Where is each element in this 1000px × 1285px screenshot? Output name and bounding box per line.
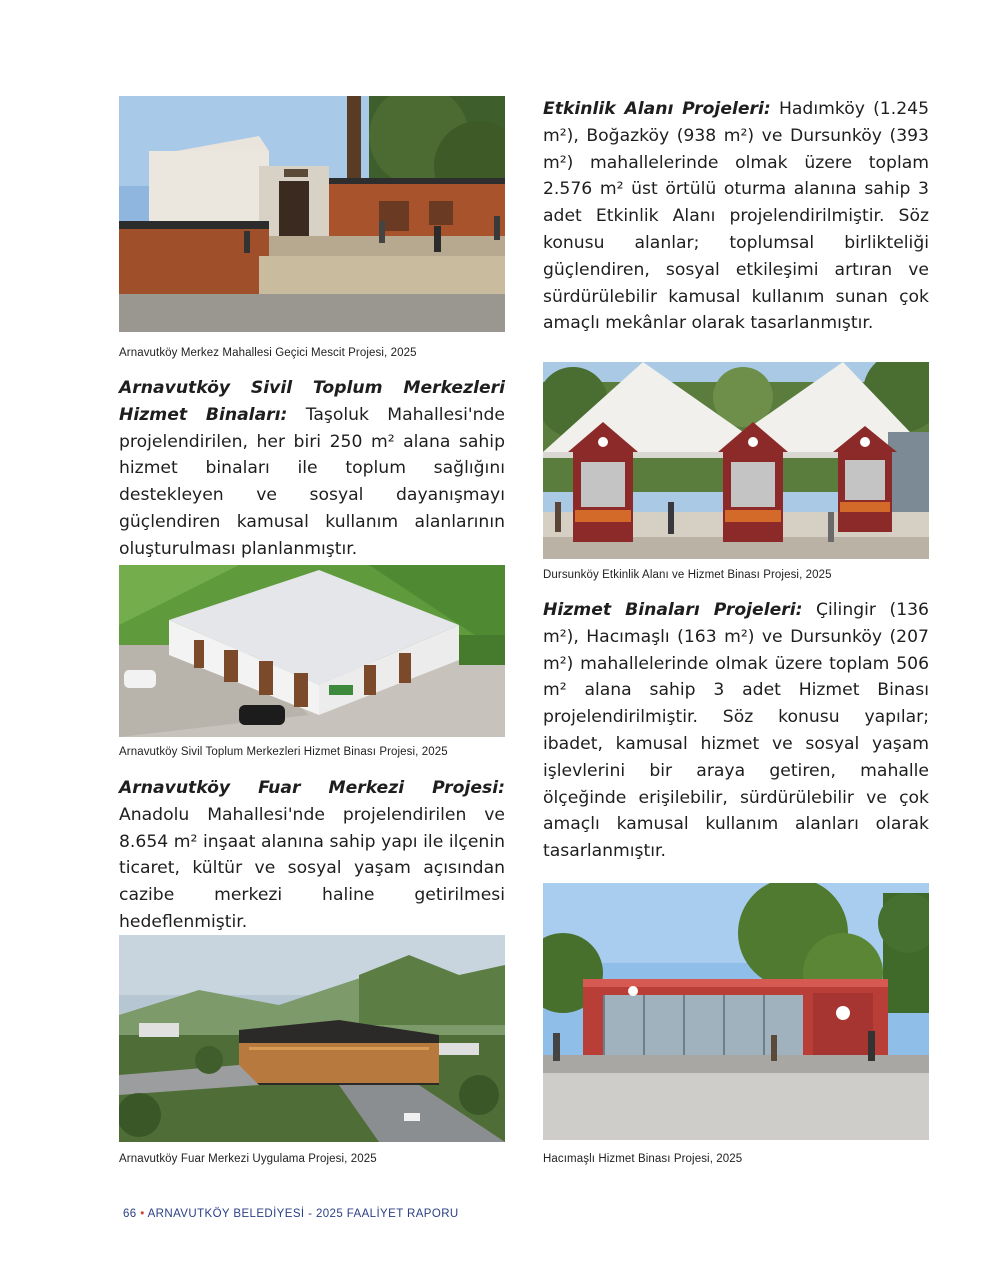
etkinlik-body: Hadımköy (1.245 m²), Boğazköy (938 m²) ve Dursunköy (393 m²) mahallelerinde olmak üzere toplam 2.576 m² üst örtülü oturma alanına sahip 3 adet Etkinlik Alanı projelendirilmiştir. Söz konusu alanlar; toplumsal birlikteliği güçlendiren, sosyal etkileşimi artıran ve sürdürülebilir kamusal kullanım sunan çok amaçlı mekânlar olarak tasarlanmıştır.	[543, 99, 929, 334]
page-footer	[123, 1208, 459, 1220]
etkinlik-caption: Dursunköy Etkinlik Alanı ve Hizmet Binası Projesi, 2025	[543, 569, 832, 581]
stk-caption: Arnavutköy Sivil Toplum Merkezleri Hizmet Binası Projesi, 2025	[119, 746, 448, 758]
stk-building-render-image	[119, 565, 505, 737]
fuar-render-image	[119, 935, 505, 1142]
fuar-caption: Arnavutköy Fuar Merkezi Uygulama Projesi, 2025	[119, 1153, 377, 1165]
footer-report: 2025 FAALİYET RAPORU	[315, 1208, 459, 1220]
footer-org: ARNAVUTKÖY BELEDİYESİ	[147, 1208, 305, 1220]
hizmet-heading: Hizmet Binaları Projeleri:	[543, 600, 803, 620]
fuar-paragraph	[119, 775, 505, 936]
fuar-heading: Arnavutköy Fuar Merkezi Projesi:	[119, 778, 505, 798]
stk-heading: Arnavutköy Sivil Toplum Merkezleri Hizmet Binaları:	[119, 378, 505, 425]
mescit-render-image	[119, 96, 505, 332]
etkinlik-paragraph	[543, 96, 929, 337]
stk-paragraph	[119, 375, 505, 563]
etkinlik-heading: Etkinlik Alanı Projeleri:	[543, 99, 771, 119]
hizmet-render-image	[543, 883, 929, 1140]
etkinlik-render-image	[543, 362, 929, 559]
fuar-body: Anadolu Mahallesi'nde projelendirilen ve 8.654 m² inşaat alanına sahip yapı ile ilçenin ticaret, kültür ve sosyal yaşam açısından cazibe merkezi haline getirilmesi hedeflenmiştir.	[119, 804, 505, 932]
footer-separator: -	[308, 1208, 313, 1220]
hizmet-paragraph	[543, 597, 929, 865]
footer-bullet: •	[140, 1208, 145, 1220]
hizmet-body: Çilingir (136 m²), Hacımaşlı (163 m²) ve Dursunköy (207 m²) mahallelerinde olmak üzere toplam 506 m² alana sahip 3 adet Hizmet Binası projelendirilmiştir. Söz konusu yapılar; ibadet, kamusal hizmet ve sosyal yaşam işlevlerini bir araya getiren, mahalle ölçeğinde erişilebilir, sürdürülebilir ve çok amaçlı kamusal kullanım alanları olarak tasarlanmıştır.	[543, 600, 929, 862]
hizmet-caption: Hacımaşlı Hizmet Binası Projesi, 2025	[543, 1153, 743, 1165]
stk-body: Taşoluk Mahallesi'nde projelendirilen, her biri 250 m² alana sahip hizmet binaları ile toplum sağlığını destekleyen ve sosyal dayanışmayı güçlendiren kamusal kullanım alanlarının oluşturulması planlanmıştır.	[119, 404, 505, 559]
mescit-caption: Arnavutköy Merkez Mahallesi Geçici Mescit Projesi, 2025	[119, 347, 417, 359]
page-number: 66	[123, 1208, 137, 1220]
